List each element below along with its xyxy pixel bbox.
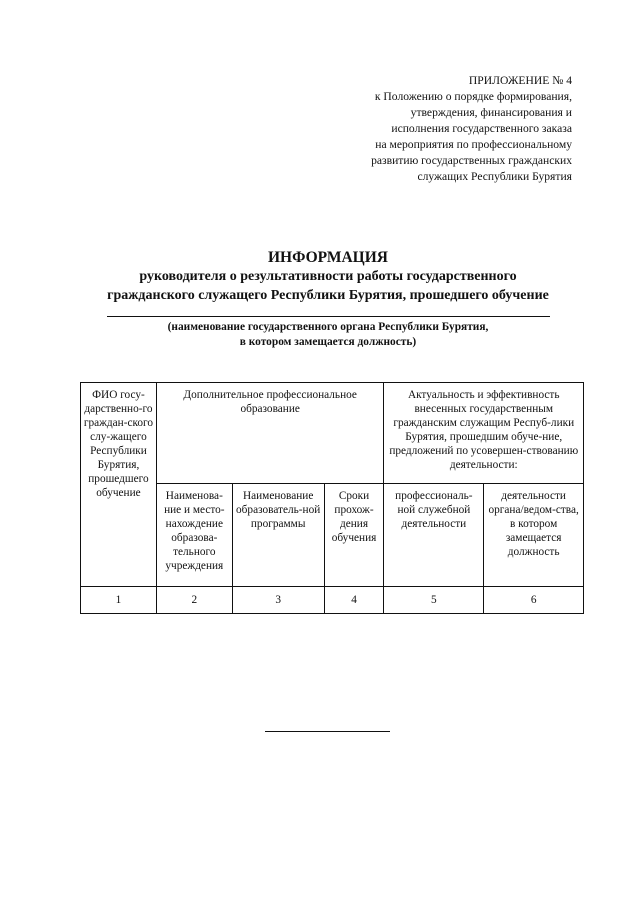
organ-caption-line-2: в котором замещается должность) (239, 336, 417, 348)
title-line-2: гражданского служащего Республики Бурятия, прошедшего обучение (107, 288, 549, 303)
column-number: 6 (484, 587, 584, 614)
appendix-line: исполнения государственного заказа (391, 122, 572, 135)
appendix-line: развитию государственных гражданских (371, 154, 572, 167)
organ-name-blank-line (107, 316, 550, 317)
relevance-group-header: Актуальность и эффективность внесенных государственным гражданским служащим Респуб-лики Бурятия, прошедшим обуче-ние, предложений по усовершен-ствованию деятельности: (384, 383, 584, 484)
table-subheader-row (81, 484, 584, 587)
organ-caption-line-1: (наименование государственного органа Республики Бурятия, (167, 321, 489, 333)
column-number: 2 (156, 587, 232, 614)
column-number: 1 (81, 587, 157, 614)
title-line-1: руководителя о результативности работы государственного (139, 269, 517, 284)
information-table (80, 382, 584, 614)
appendix-line: служащих Республики Бурятия (417, 170, 572, 183)
column-number: 4 (324, 587, 384, 614)
organ-header-cell: деятельности органа/ведом-ства, в котором замещается должность (484, 484, 584, 587)
professional-header-cell: профессиональ-ной служебной деятельности (384, 484, 484, 587)
institution-header-cell: Наименова-ние и место-нахождение образова-тельного учреждения (156, 484, 232, 587)
appendix-header (312, 73, 572, 185)
appendix-line: утверждения, финансирования и (410, 106, 572, 119)
end-of-document-line (265, 731, 390, 732)
program-header-cell: Наименование образователь-ной программы (232, 484, 324, 587)
organ-name-caption (60, 320, 596, 350)
terms-header-cell: Сроки прохож-дения обучения (324, 484, 384, 587)
column-numbers-row (81, 587, 584, 614)
document-title (60, 248, 596, 305)
table-header-row (81, 383, 584, 484)
column-number: 5 (384, 587, 484, 614)
education-group-header: Дополнительное профессиональное образование (156, 383, 384, 484)
appendix-line: на мероприятия по профессиональному (375, 138, 572, 151)
title-main: ИНФОРМАЦИЯ (268, 249, 388, 266)
appendix-line: к Положению о порядке формирования, (374, 90, 572, 103)
fio-header-cell: ФИО госу-дарственно-го граждан-ского слу-жащего Республики Бурятия, прошедшего обучение (81, 383, 157, 587)
column-number: 3 (232, 587, 324, 614)
appendix-title: ПРИЛОЖЕНИЕ № 4 (468, 74, 572, 87)
